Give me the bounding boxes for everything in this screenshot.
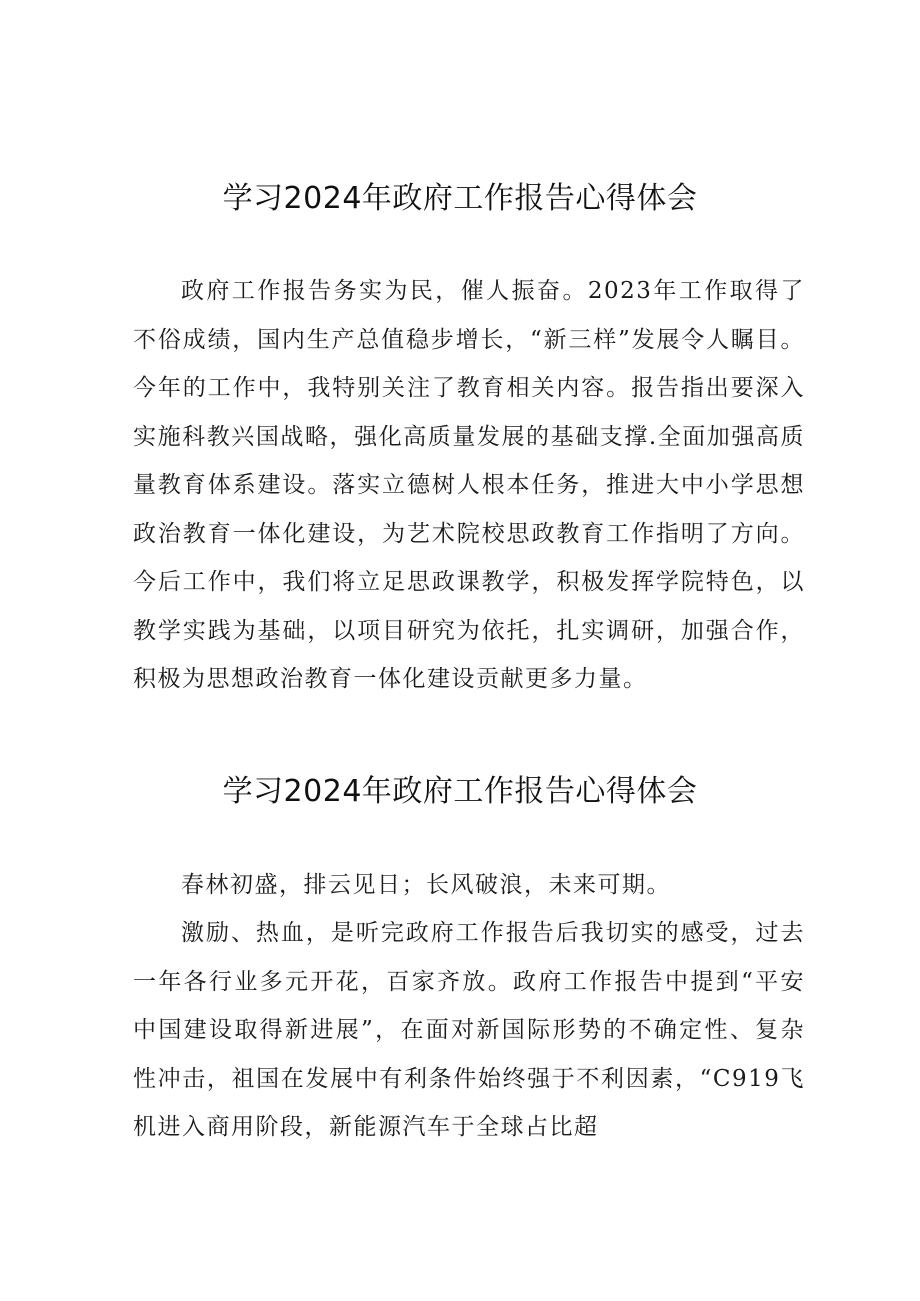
section-title: 学习2024年政府工作报告心得体会 xyxy=(222,774,698,809)
body-paragraph: 政府工作报告务实为民，催人振奋。2023年工作取得了不俗成绩，国内生产总值稳步增长，“新三样”发展令人瞩目。今年的工作中，我特别关注了教育相关内容。报告指出要深入实施科教兴国战略，强化高质量发展的基础支撑.全面加强高质量教育体系建设。落实立德树人根本任务，推进大中小学思想政治教育一体化建设，为艺术院校思政教育工作指明了方向。今后工作中，我们将立足思政课教学，积极发挥学院特色，以教学实践为基础，以项目研究为依托，扎实调研，加强合作，积极为思想政治教育一体化建设贡献更多力量。 xyxy=(133,278,805,692)
section-title: 学习2024年政府工作报告心得体会 xyxy=(222,181,698,216)
body-paragraph: 春林初盛，排云见日；长风破浪，未来可期。 xyxy=(181,872,671,898)
body-paragraph: 激励、热血，是听完政府工作报告后我切实的感受，过去一年各行业多元开花，百家齐放。政府工作报告中提到“平安中国建设取得新进展”，在面对新国际形势的不确定性、复杂性冲击，祖国在发展中有利条件始终强于不利因素，“C919飞机进入商用阶段，新能源汽车于全球占比超 xyxy=(133,920,805,1140)
